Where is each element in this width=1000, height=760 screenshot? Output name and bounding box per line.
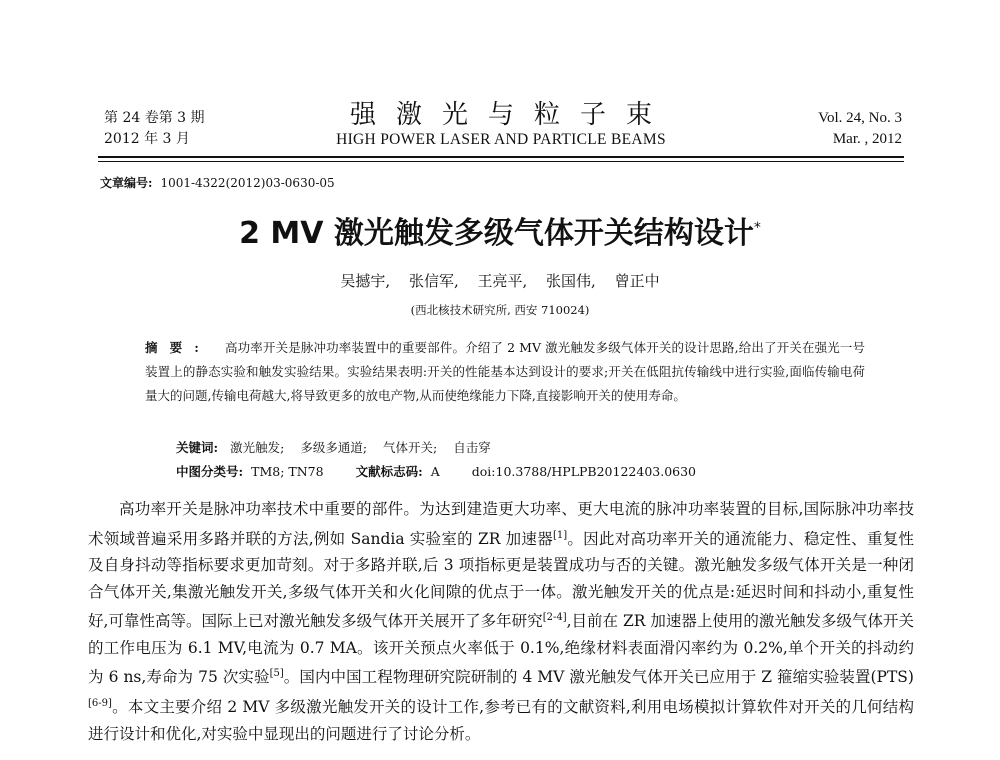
keywords <box>176 438 503 456</box>
header-rule-thick <box>98 156 904 158</box>
clc-label: 中图分类号: <box>176 464 244 479</box>
doi: doi:10.3788/HPLPB20122403.0630 <box>471 464 697 479</box>
keyword-item: 多级多通道; <box>300 440 368 455</box>
journal-name <box>98 100 904 150</box>
citation-ref: [6-9] <box>88 697 112 709</box>
paper-title-text: 2 MV 激光触发多级气体开关结构设计 <box>239 216 754 251</box>
keyword-item: 自击穿 <box>453 440 491 455</box>
paper-title <box>0 208 1000 254</box>
volume-info <box>818 108 902 150</box>
journal-name-en: HIGH POWER LASER AND PARTICLE BEAMS <box>336 131 666 148</box>
issue-volume: 第 24 卷第 3 期 <box>104 110 205 126</box>
abstract-text: 高功率开关是脉冲功率装置中的重要部件。介绍了 2 MV 激光触发多级气体开关的设计思路,给出了开关在强光一号装置上的静态实验和触发实验结果。实验结果表明:开关的性能基本达到设计的要求;开关在低阻抗传输线中进行实验,面临传输电荷量大的问题,传输电荷越大,将导致更多的放电产物,从而使绝缘能力下降,直接影响开关的使用寿命。 <box>145 340 865 403</box>
citation-ref: [5] <box>269 668 284 680</box>
citation-ref: [2-4] <box>542 612 567 624</box>
classification-line <box>176 462 696 480</box>
article-number <box>100 174 335 191</box>
article-number-label: 文章编号: <box>100 176 153 190</box>
keywords-label: 关键词: <box>176 440 219 455</box>
clc-value: TM8; TN78 <box>251 464 324 479</box>
citation-ref: [1] <box>552 529 568 541</box>
intro-text-part: 高功率开关是脉冲功率技术中重要的部件。为达到建造更大功率、更大电流的脉冲功率装置的目标,国际脉冲功率技术领域普遍采用多路并联的方法,例如 Sandia 实验室的 ZR 加速器 <box>88 500 914 548</box>
intro-text-part: 。本文主要介绍 2 MV 多级激光触发开关的设计工作,参考已有的文献资料,利用电场模拟计算软件对开关的几何结构进行设计和优化,对实验中显现出的问题进行了讨论分析。 <box>88 698 914 743</box>
intro-paragraph <box>88 496 914 747</box>
affiliation: (西北核技术研究所, 西安 710024) <box>410 303 590 317</box>
intro-text-part: 。因此对高功率开关的通流能力、稳定性、重复性及自身抖动等指标要求更加苛刻。对于多路并联,后 3 项指标更是装置成功与否的关键。激光触发多级气体开关是一种闭合气体开关,集激光触发开关,多级气体开关和火化间隙的优点于一体。激光触发开关的优点是:延迟时间和抖动小,重复性好,可靠性高等。国际上已对激光触发多级气体开关展开了多年研究 <box>88 529 914 631</box>
intro-text-part: 。国内中国工程物理研究院研制的 4 MV 激光触发气体开关已应用于 Z 箍缩实验装置(PTS) <box>283 668 914 687</box>
intro-text-part: ,目前在 ZR 加速器上使用的激光触发多级气体开关的工作电压为 6.1 MV,电流为 0.7 MA。该开关预点火率低于 0.1%,绝缘材料表面滑闪率约为 0.2%,单个开关的抖动约为 6 ns,寿命为 75 次实验 <box>88 612 914 687</box>
keyword-item: 激光触发; <box>230 440 285 455</box>
keyword-item: 气体开关; <box>383 440 438 455</box>
abstract-label: 摘要: <box>145 340 211 355</box>
title-footnote-mark: * <box>753 220 761 236</box>
article-number-value: 1001-4322(2012)03-0630-05 <box>160 176 335 190</box>
doc-code-value: A <box>430 464 440 479</box>
volume-number: Vol. 24, No. 3 <box>818 110 902 126</box>
journal-name-cn: 强激光与粒子束 <box>349 100 672 130</box>
author-list: 吴撼宇, 张信军, 王亮平, 张国伟, 曾正中 <box>340 272 660 290</box>
journal-header <box>98 100 904 152</box>
abstract <box>145 336 865 408</box>
volume-date: Mar. , 2012 <box>832 131 902 147</box>
doc-code-label: 文献标志码: <box>355 464 423 479</box>
issue-date: 2012 年 3 月 <box>104 131 190 147</box>
header-rule-thin <box>98 161 904 162</box>
